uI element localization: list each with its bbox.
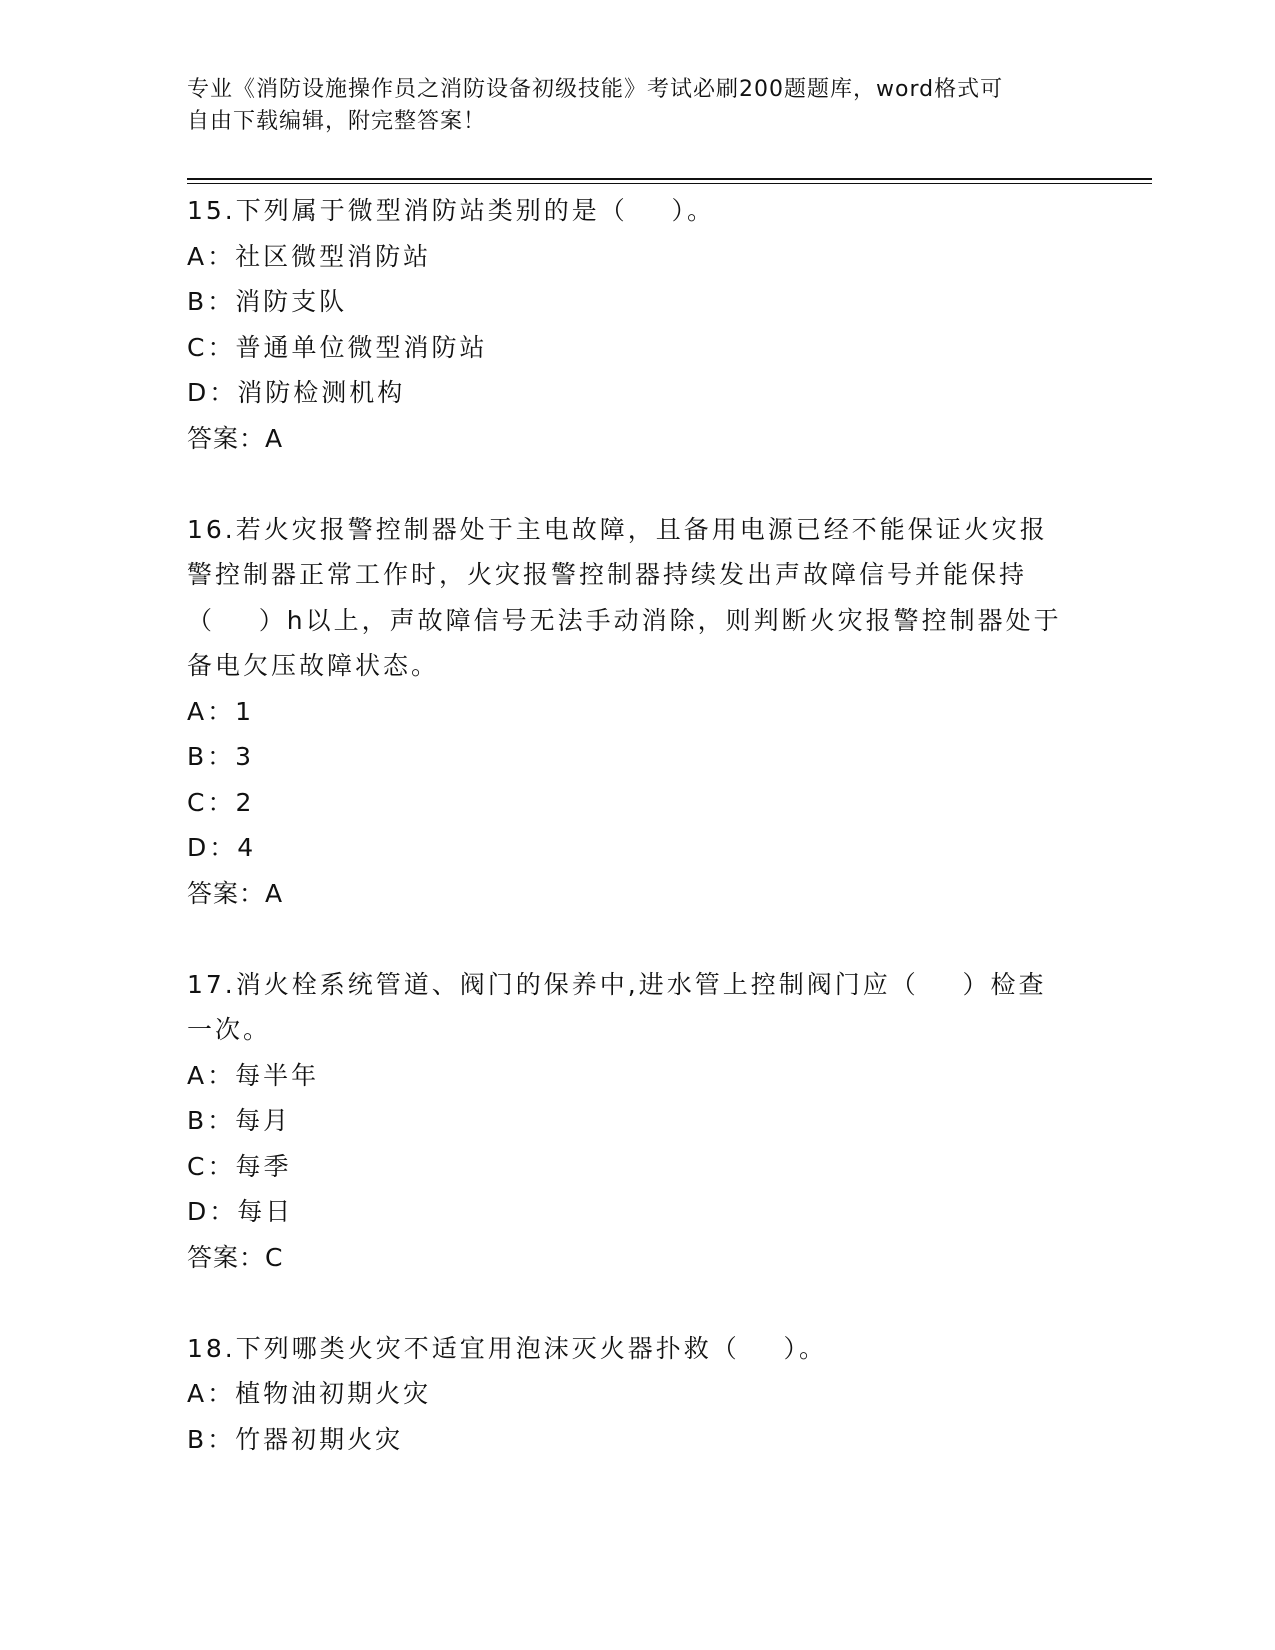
option-d: D：消防检测机构 <box>187 378 406 407</box>
header-line-2: 自由下载编辑，附完整答案！ <box>187 109 487 134</box>
option-a: A：社区微型消防站 <box>187 241 432 271</box>
question-stem-line: 备电欠压故障状态。 <box>187 651 440 680</box>
option-d: D：4 <box>187 833 257 862</box>
option-b: B：每月 <box>187 1106 292 1135</box>
option-b: B：竹器初期火灾 <box>187 1424 404 1454</box>
option-b: B：消防支队 <box>187 287 348 316</box>
question-stem-line: （ ）h以上，声故障信号无法手动消除，则判断火灾报警控制器处于 <box>187 605 1062 635</box>
question-16 <box>187 507 1087 917</box>
option-c: C：普通单位微型消防站 <box>187 332 488 362</box>
question-stem-line: 16.若火灾报警控制器处于主电故障，且备用电源已经不能保证火灾报 <box>187 514 1048 544</box>
option-b: B：3 <box>187 742 255 771</box>
option-d: D：每日 <box>187 1197 294 1226</box>
question-stem-line: 15.下列属于微型消防站类别的是（ ）。 <box>187 196 716 225</box>
option-a: A：1 <box>187 696 255 726</box>
answer-label: 答案：C <box>187 1242 284 1272</box>
answer-label: 答案：A <box>187 423 284 453</box>
header-divider-thin <box>187 183 1152 184</box>
option-a: A：植物油初期火灾 <box>187 1379 432 1408</box>
option-c: C：每季 <box>187 1151 292 1181</box>
question-stem-line: 17.消火栓系统管道、阀门的保养中,进水管上控制阀门应（ ）检查 <box>187 969 1047 999</box>
option-c: C：2 <box>187 787 255 817</box>
answer-label: 答案：A <box>187 878 284 908</box>
question-stem-line: 警控制器正常工作时，火灾报警控制器持续发出声故障信号并能保持 <box>187 560 1028 589</box>
header-line-1: 专业《消防设施操作员之消防设备初级技能》考试必刷200题题库，word格式可 <box>187 77 1004 102</box>
header-divider-thick <box>187 178 1152 180</box>
question-15 <box>187 188 1087 461</box>
question-list <box>187 188 1087 1462</box>
question-17 <box>187 962 1087 1281</box>
question-stem-line: 18.下列哪类火灾不适宜用泡沫灭火器扑救（ ）。 <box>187 1333 828 1363</box>
document-header <box>187 74 1067 138</box>
option-a: A：每半年 <box>187 1060 320 1090</box>
question-stem-line: 一次。 <box>187 1015 272 1044</box>
question-18 <box>187 1326 1087 1463</box>
